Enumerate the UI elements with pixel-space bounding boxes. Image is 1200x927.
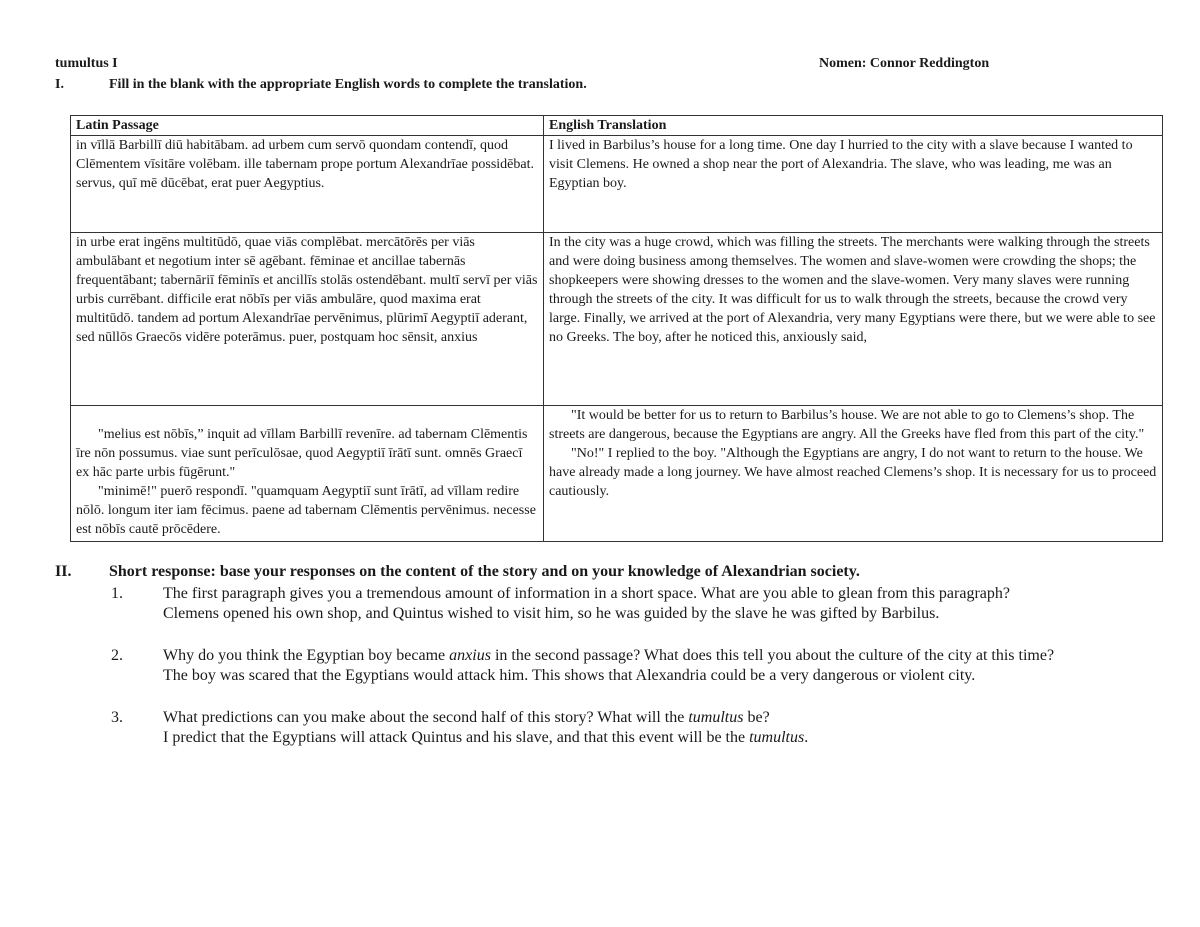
latin-term: anxius — [449, 647, 491, 664]
question-text-part: Why do you think the Egyptian boy became — [163, 647, 450, 664]
question-text-part: in the second passage? What does this tell you about the culture of the city at this time? — [490, 647, 1055, 664]
table-row — [71, 136, 1163, 233]
answer-text: The boy was scared that the Egyptians would attack him. This shows that Alexandria could be a very dangerous or violent city. — [163, 667, 976, 684]
question-text: The first paragraph gives you a tremendous amount of information in a short space. What are you able to glean from this paragraph? — [163, 585, 1010, 602]
section-2-number: II. — [55, 563, 72, 580]
question-number: 1. — [111, 585, 123, 602]
answer-text-part: I predict that the Egyptians will attack Quintus and his slave, and that this event will be the — [163, 729, 750, 746]
question-text-part: What predictions can you make about the second half of this story? What will the — [163, 709, 689, 726]
translation-table — [70, 115, 1163, 542]
table-row — [71, 233, 1163, 406]
question-3 — [55, 708, 1155, 748]
latin-term: tumultus — [688, 709, 744, 726]
latin-paragraph: "melius est nōbīs,” inquit ad vīllam Barbillī revenīre. ad tabernam Clēmentis īre nōn possumus. viae sunt perīculōsae, quod Aegyptiī īrātī sunt. omnēs Graecī ex hāc parte urbis fūgērunt." — [76, 427, 528, 480]
latin-passage-header: Latin Passage — [71, 116, 544, 136]
answer-text: Clemens opened his own shop, and Quintus wished to visit him, so he was guided by the slave he was gifted by Barbilus. — [163, 605, 940, 622]
latin-cell — [71, 406, 544, 542]
section-2 — [55, 562, 1155, 748]
table-header-row — [71, 116, 1163, 136]
table-row — [71, 406, 1163, 542]
section-1-number: I. — [55, 77, 64, 92]
answer-text-part: . — [804, 729, 809, 746]
english-paragraph: In the city was a huge crowd, which was filling the streets. The merchants were walking through the streets and were doing business among themselves. The women and slave-women were crowding the shops; the shopkeepers were showing dresses to the women and the slave-women. Very many slaves were running through the streets of the city. It was difficult for us to walk through the streets, because the crowd very large. Finally, we arrived at the port of Alexandria, very many Egyptians were there, but we were able to see no Greeks. The boy, after he noticed this, anxiously said, — [549, 235, 1156, 345]
question-1 — [55, 584, 1155, 624]
answer-text — [163, 728, 1153, 748]
question-number: 2. — [111, 647, 123, 664]
section-2-heading — [55, 562, 1155, 582]
latin-cell — [71, 233, 544, 406]
english-cell — [544, 233, 1163, 406]
latin-cell — [71, 136, 544, 233]
worksheet-title: tumultus I — [55, 56, 118, 71]
question-text — [163, 646, 1153, 666]
latin-paragraph: in vīllā Barbillī diū habitābam. ad urbem cum servō quondam contendī, quod Clēmentem vīsitāre volēbam. ille tabernam prope portum Alexandrīae possidēbat. servus, quī mē dūcēbat, erat puer Aegyptius. — [76, 138, 534, 191]
section-1-instruction: Fill in the blank with the appropriate English words to complete the translation. — [109, 77, 587, 92]
english-cell — [544, 406, 1163, 542]
english-paragraph: I lived in Barbilus’s house for a long time. One day I hurried to the city with a slave because I wanted to visit Clemens. He owned a shop near the port of Alexandria. The slave, who was leading, me was an Egyptian boy. — [549, 138, 1133, 191]
english-cell — [544, 136, 1163, 233]
student-name: Nomen: Connor Reddington — [819, 56, 990, 71]
question-text — [163, 708, 1153, 728]
question-2 — [55, 646, 1155, 686]
latin-term: tumultus — [749, 729, 805, 746]
english-translation-header: English Translation — [544, 116, 1163, 136]
english-paragraph: "No!" I replied to the boy. "Although the Egyptians are angry, I do not want to return to the house. We have already made a long journey. We have almost reached Clemens’s shop. It is necessary for us to proceed cautiously. — [549, 446, 1157, 499]
question-number: 3. — [111, 709, 123, 726]
section-2-instruction: Short response: base your responses on the content of the story and on your knowledge of Alexandrian society. — [109, 563, 860, 580]
latin-paragraph: "minimē!" puerō respondī. "quamquam Aegyptiī sunt īrātī, ad vīllam redire nōlō. longum iter iam fēcimus. paene ad tabernam Clēmentis pervēnimus. necesse est nōbīs cautē prōcēdere. — [76, 484, 536, 537]
latin-paragraph: in urbe erat ingēns multitūdō, quae viās complēbat. mercātōrēs per viās ambulābant et negotium inter sē agēbant. fēminae et ancillae tabernās frequentābant; tabernāriī fēminīs et ancillīs stolās ostendēbant. multī servī per viās urbis currēbant. difficile erat nōbīs per viās ambulāre, quod maxima erat multitūdō. tandem ad portum Alexandrīae pervēnimus, plūrimī Aegyptiī aderant, sed nūllōs Graecōs vidēre poterāmus. puer, postquam hoc sēnsit, anxius — [76, 235, 538, 345]
english-paragraph: "It would be better for us to return to Barbilus’s house. We are not able to go to Clemens’s shop. The streets are dangerous, because the Egyptians are angry. All the Greeks have fled from this part of the city." — [549, 408, 1145, 442]
question-text-part: be? — [743, 709, 770, 726]
